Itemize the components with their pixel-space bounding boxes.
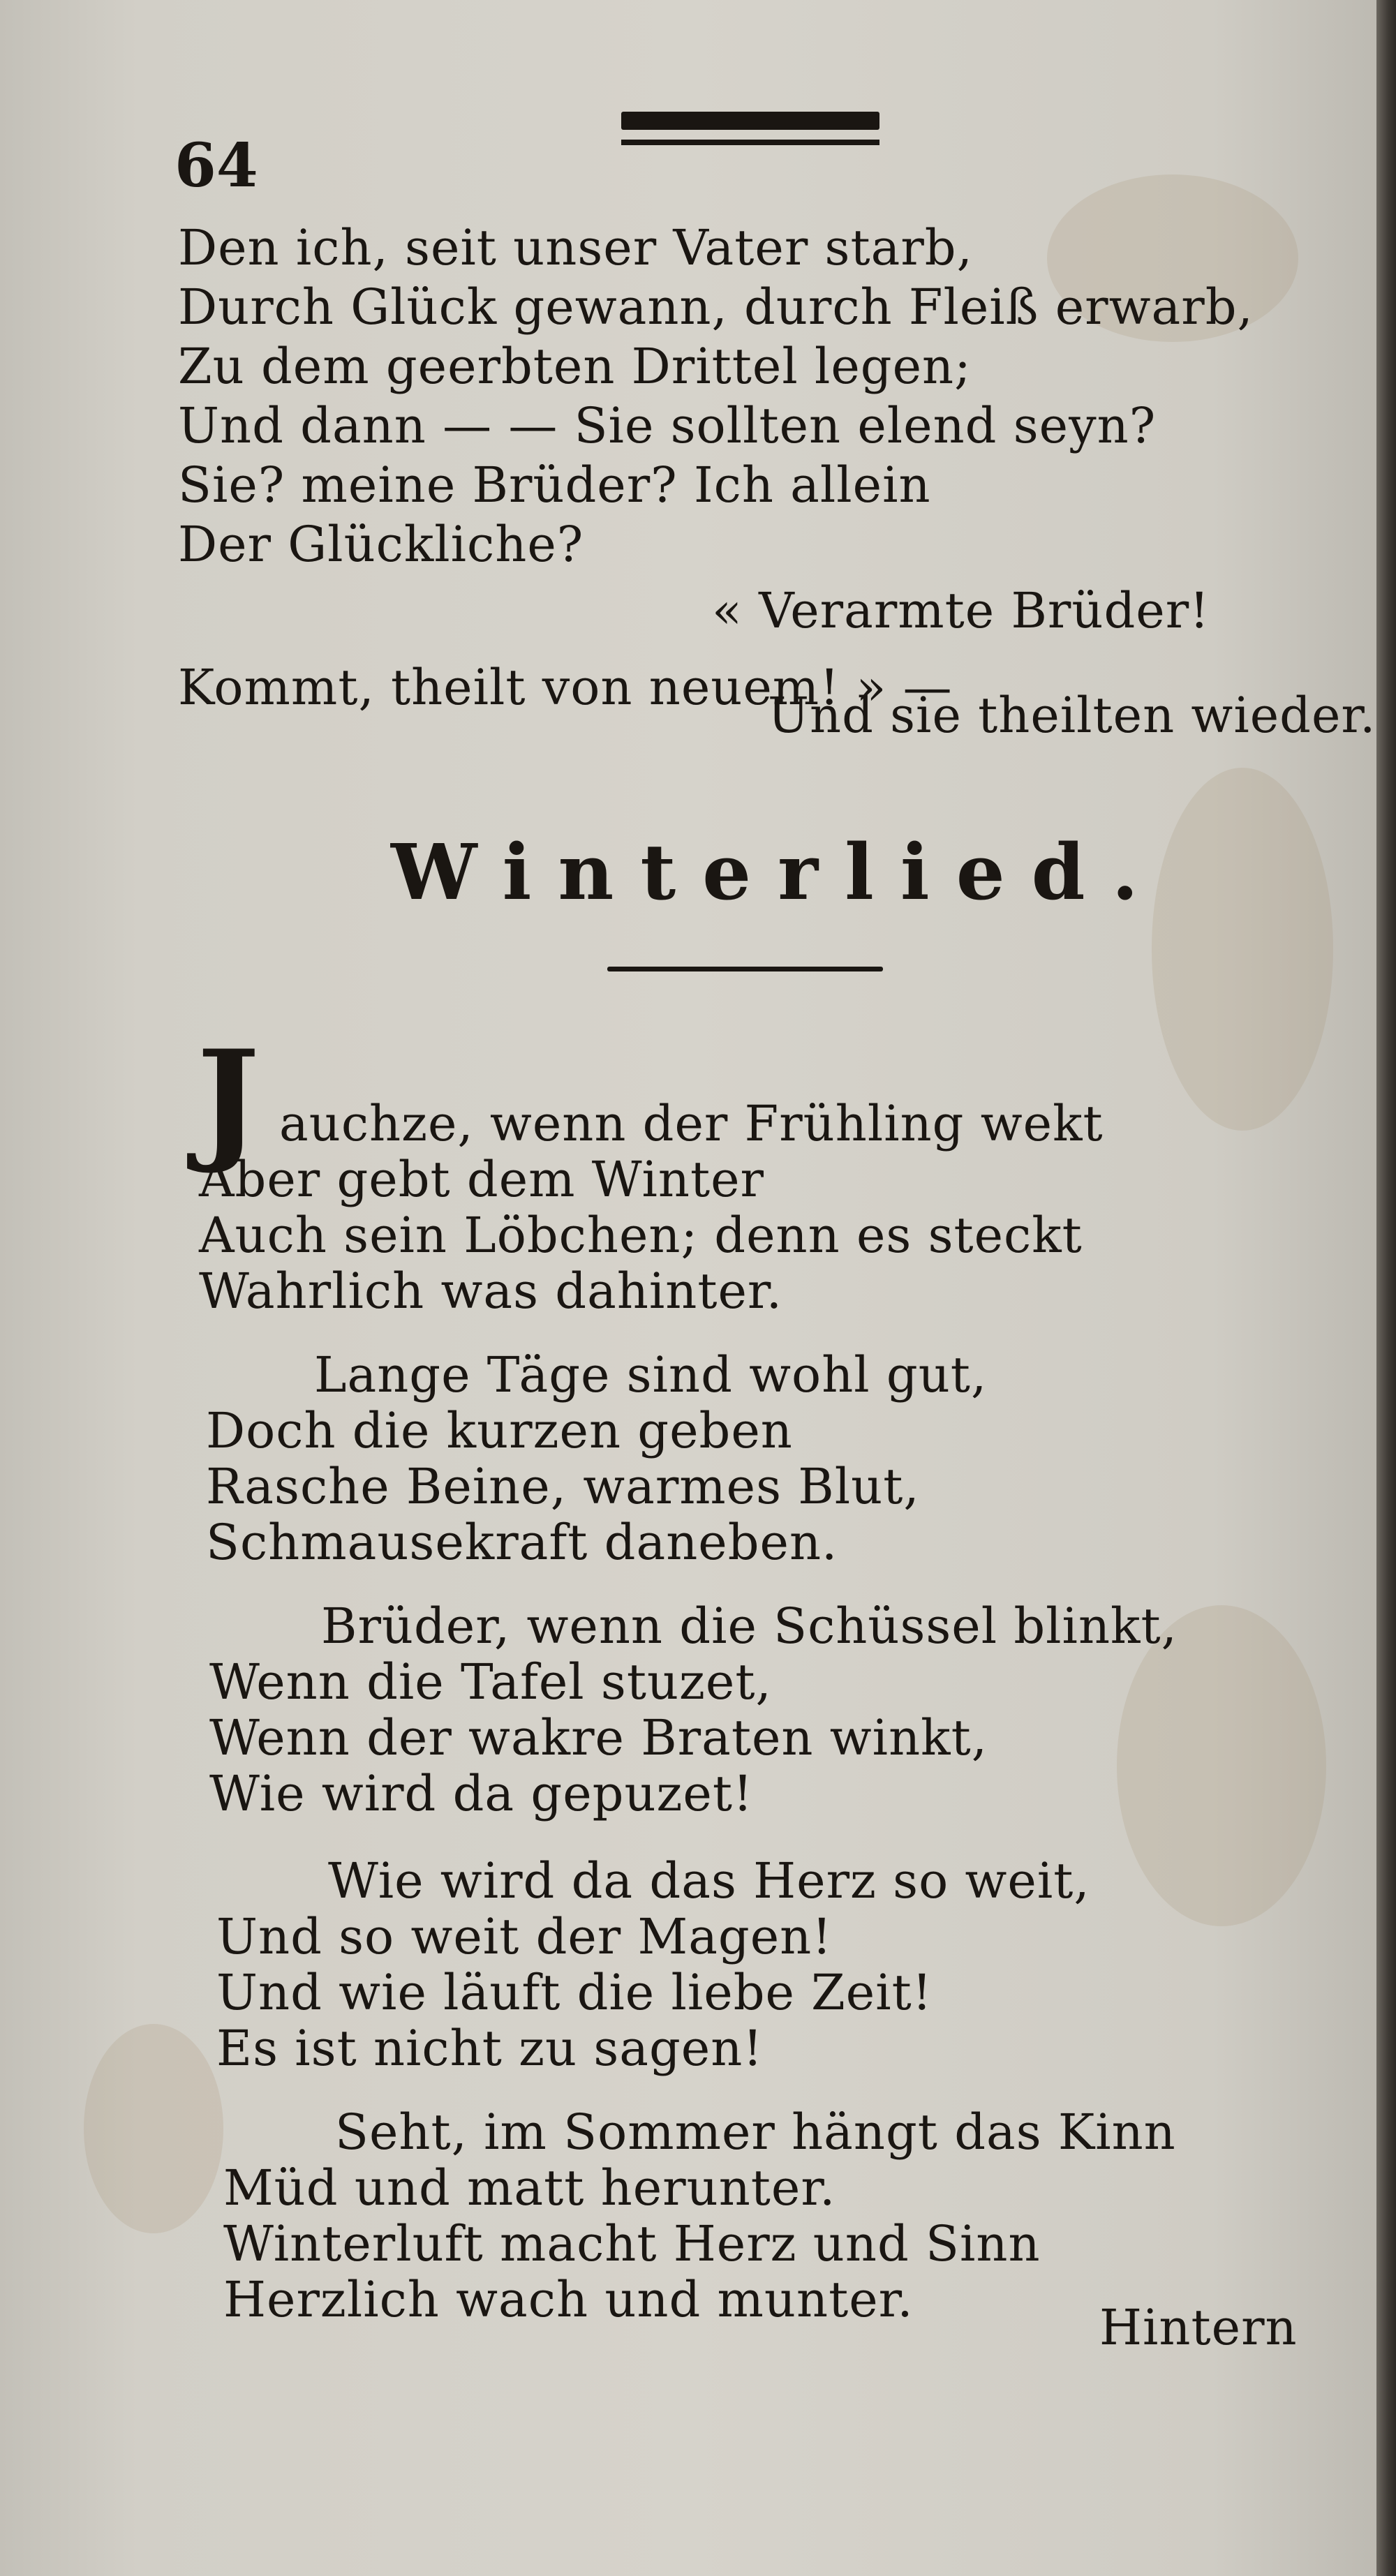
song-line: Wenn die Tafel stuzet,	[209, 1653, 772, 1711]
catchword: Hintern	[1099, 2299, 1298, 2356]
poem-line: Der Glückliche?	[178, 516, 584, 573]
title-rule	[607, 967, 883, 971]
song-line: Wie wird da gepuzet!	[209, 1765, 754, 1822]
song-line: Wenn der wakre Braten winkt,	[209, 1709, 988, 1766]
poem-line: Sie? meine Brüder? Ich allein	[178, 456, 931, 514]
song-line: Auch sein Löbchen; denn es steckt	[199, 1207, 1083, 1264]
poem-line: Und sie theilten wieder.	[768, 687, 1376, 744]
song-line: Herzlich wach und munter.	[223, 2271, 914, 2328]
song-line: Winterluft macht Herz und Sinn	[223, 2215, 1041, 2272]
song-line: Brüder, wenn die Schüssel blinkt,	[321, 1598, 1178, 1655]
song-line: auchze, wenn der Frühling wekt	[279, 1095, 1104, 1152]
song-line: Müd und matt herunter.	[223, 2159, 836, 2217]
book-spine	[1376, 0, 1396, 2576]
song-line: Doch die kurzen geben	[206, 1402, 793, 1459]
song-line: Schmausekraft daneben.	[206, 1514, 838, 1571]
poem-line: Und dann — — Sie sollten elend seyn?	[178, 397, 1157, 454]
poem-line: Zu dem geerbten Drittel legen;	[178, 338, 972, 395]
song-line: Wahrlich was dahinter.	[199, 1263, 782, 1320]
header-rule-thin	[621, 140, 879, 145]
header-rule	[621, 112, 879, 130]
song-line: Und wie läuft die liebe Zeit!	[216, 1964, 933, 2021]
song-line: Lange Täge sind wohl gut,	[314, 1346, 988, 1404]
song-title: Winterlied.	[391, 827, 1165, 917]
page-number: 64	[174, 131, 258, 201]
drop-cap: J	[197, 1021, 260, 1177]
song-line: Es ist nicht zu sagen!	[216, 2020, 764, 2077]
song-line: Rasche Beine, warmes Blut,	[206, 1458, 920, 1515]
song-line: Seht, im Sommer hängt das Kinn	[335, 2104, 1176, 2161]
poem-line: Durch Glück gewann, durch Fleiß erwarb,	[178, 278, 1254, 336]
song-line: Aber gebt dem Winter	[199, 1151, 764, 1208]
song-line: Und so weit der Magen!	[216, 1908, 833, 1965]
poem-line: « Verarmte Brüder!	[712, 582, 1210, 639]
poem-line: Den ich, seit unser Vater starb,	[178, 219, 973, 276]
song-line: Wie wird da das Herz so weit,	[328, 1852, 1090, 1909]
poem-line: Kommt, theilt von neuem! » —	[178, 659, 953, 716]
